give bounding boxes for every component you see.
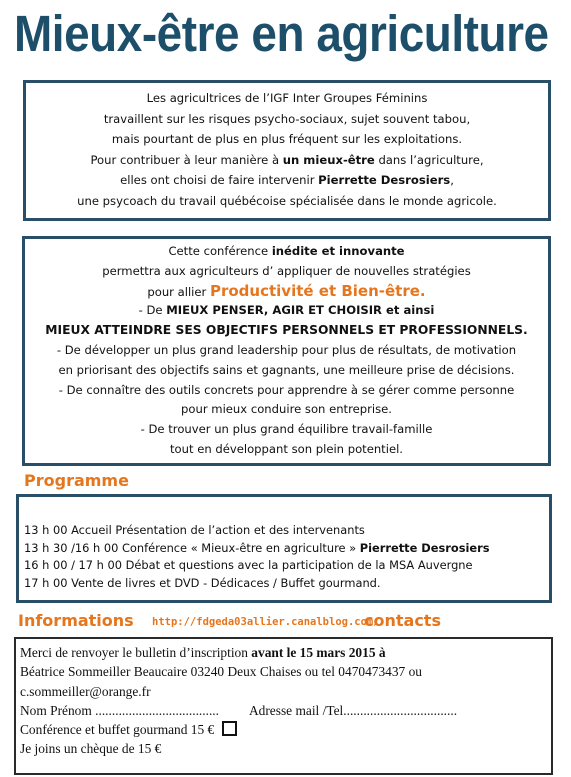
address-label: Adresse mail /Tel. [248,702,347,718]
conference-line-6: - De développer un plus grand leadership pour plus de résultats, de motivation [56,342,517,357]
mieux-penser-emphasis: MIEUX PENSER, AGIR ET CHOISIR [166,303,382,318]
conference-line-9: pour mieux conduire son entreprise. [181,402,392,417]
contacts-heading: contacts [364,611,441,630]
conference-line-1-start: Cette conférence [168,244,272,258]
page-title: Mieux-être en agriculture [14,5,549,62]
conference-line-3-start: pour allier [147,284,210,299]
intro-line-4-start: Pour contribuer à leur manière à [90,152,283,167]
innovante-emphasis: inédite et innovante [271,244,405,258]
conference-line-2: permettra aux agriculteurs d’ appliquer de nouvelles stratégies [102,263,471,278]
conference-option-label: Conférence et buffet gourmand 15 € [20,722,215,738]
deadline: avant le 15 mars 2015 [251,645,376,660]
intro-line-5-start: elles ont choisi de faire intervenir [120,173,319,187]
form-line-1 [20,643,551,662]
productivite-highlight: Productivité et Bien-être [209,281,420,300]
form-conference-row [20,720,551,739]
intro-box [23,80,551,221]
programme-speaker: Pierrette Desrosiers [359,540,490,555]
conference-line-7: en priorisant des objectifs sains et gagnants, une meilleure prise de décisions. [58,362,515,377]
intro-line-4-end: dans l’agriculture, [374,152,484,167]
intro-line-2: travaillent sur les risques psycho-sociaux, sujet souvent tabou, [103,111,471,126]
programme-item-text: 13 h 30 /16 h 00 Conférence « Mieux-être en agriculture » [24,540,360,555]
programme-item [24,540,549,558]
conference-line-10: - De trouver un plus grand équilibre travail-famille [140,422,433,437]
programme-box [16,494,552,603]
contact-email[interactable]: c.sommeiller@orange.fr [20,683,151,699]
conference-line-4 [25,301,548,321]
intro-line-3: mais pourtant de plus en plus fréquent sur les exploitations. [111,132,463,146]
informations-heading: Informations [18,611,134,630]
conference-checkbox[interactable] [222,721,237,736]
website-link[interactable]: http://fdgeda03allier.canalblog.com/ [152,616,380,628]
cheque-label: Je joins un chèque de 15 € [20,741,162,757]
registration-form [14,637,553,775]
conference-line-1 [25,242,548,262]
programme-item [24,557,549,575]
form-name-row [20,701,551,720]
intro-line-1: Les agricultrices de l’IGF Inter Groupes Féminins [146,91,428,105]
conference-objectives: MIEUX ATTEINDRE SES OBJECTIFS PERSONNELS ET PROFESSIONNELS. [45,323,528,338]
intro-line-4 [26,150,548,171]
programme-item-text: 16 h 00 / 17 h 00 Débat et questions avec la participation de la MSA Auvergne [24,558,473,572]
form-line-1-start: Merci de renvoyer le bulletin d’inscription [20,645,252,660]
conference-line-8: - De connaître des outils concrets pour apprendre à se gérer comme personne [58,382,515,397]
conference-line-11: tout en développant son plein potentiel. [169,441,403,456]
programme-item [24,575,549,593]
intro-line-6: une psycoach du travail québécoise spécialisée dans le monde agricole. [77,193,497,208]
conference-line-4-start: - De [138,303,167,318]
conference-line-3 [25,282,548,302]
intro-line-5-end: , [450,173,454,187]
speaker-name: Pierrette Desrosiers [318,173,451,187]
form-line-2: Béatrice Sommeiller Beaucaire 03240 Deux Chaises ou tel 0470473437 ou [20,664,422,680]
programme-heading: Programme [24,471,129,490]
address-field[interactable]: ................................. [346,702,458,718]
name-label: Nom Prénom [20,702,96,718]
intro-line-5 [26,170,548,191]
programme-item-text: 13 h 00 Accueil Présentation de l’action et des intervenants [24,523,365,537]
mieux-etre-emphasis: un mieux-être [282,152,375,167]
conference-line-4-end: et ainsi [381,303,435,318]
programme-item-text: 17 h 00 Vente de livres et DVD - Dédicaces / Buffet gourmand. [24,575,381,590]
productivite-period: . [419,281,426,300]
programme-item [24,522,549,540]
form-line-1-end: à [375,645,386,660]
conference-box [22,236,551,466]
name-field[interactable]: ..................................... [95,702,220,718]
